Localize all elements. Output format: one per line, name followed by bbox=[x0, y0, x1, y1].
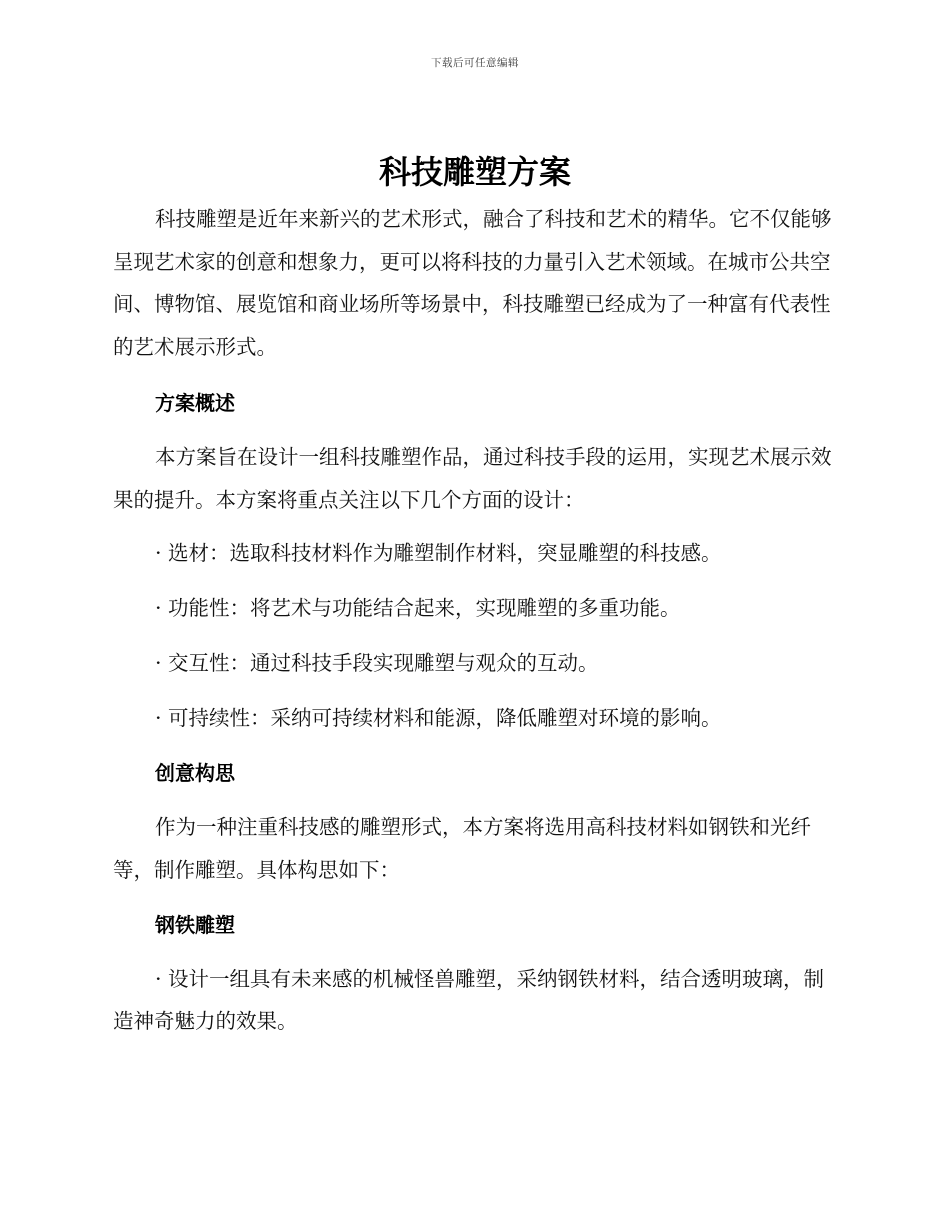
section-heading-concept: 创意构思 bbox=[155, 761, 235, 785]
concept-text: 作为一种注重科技感的雕塑形式，本方案将选用高科技材料如钢铁和光纤等，制作雕塑。具体构思如下： bbox=[113, 815, 811, 882]
overview-text: 本方案旨在设计一组科技雕塑作品，通过科技手段的运用，实现艺术展示效果的提升。本方案将重点关注以下几个方面的设计： bbox=[113, 445, 832, 512]
intro-paragraph bbox=[113, 198, 833, 368]
overview-bullet-4: · 可持续性：采纳可持续材料和能源，降低雕塑对环境的影响。 bbox=[155, 706, 722, 730]
header-note: 下载后可任意编辑 bbox=[431, 57, 519, 69]
overview-bullet-1: · 选材：选取科技材料作为雕塑制作材料，突显雕塑的科技感。 bbox=[155, 541, 722, 565]
document-title: 科技雕塑方案 bbox=[378, 153, 571, 191]
intro-text: 科技雕塑是近年来新兴的艺术形式，融合了科技和艺术的精华。它不仅能够呈现艺术家的创意和想象力，更可以将科技的力量引入艺术领域。在城市公共空间、博物馆、展览馆和商业场所等场景中，科技雕塑已经成为了一种富有代表性的艺术展示形式。 bbox=[113, 207, 832, 359]
section-heading-steel: 钢铁雕塑 bbox=[155, 913, 235, 937]
steel-bullet-1: · 设计一组具有未来感的机械怪兽雕塑，采纳钢铁材料，结合透明玻璃，制造神奇魅力的效果。 bbox=[113, 967, 825, 1033]
section-heading-overview: 方案概述 bbox=[155, 391, 235, 415]
overview-bullet-2: · 功能性：将艺术与功能结合起来，实现雕塑的多重功能。 bbox=[155, 596, 681, 620]
concept-paragraph bbox=[113, 806, 833, 891]
overview-bullet-3: · 交互性：通过科技手段实现雕塑与观众的互动。 bbox=[155, 651, 599, 675]
overview-paragraph bbox=[113, 436, 833, 521]
